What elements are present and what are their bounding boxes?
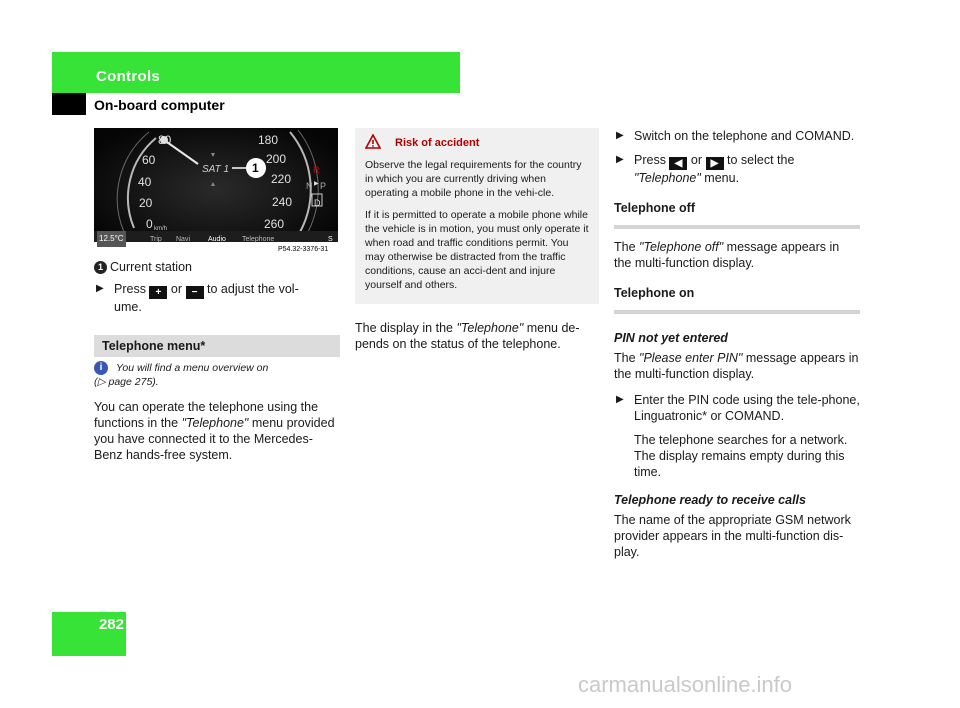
select-menu-instruction: ▶ Press ◀ or ▶ to select the "Telephone" menu.: [616, 153, 795, 185]
chapter-title: On-board computer: [94, 97, 225, 113]
bullet-arrow-icon: ▶: [96, 283, 104, 294]
instrument-cluster-figure: [94, 128, 338, 251]
pin-paragraph: The "Please enter PIN" message appears in the multi-function display.: [614, 351, 859, 381]
menu-trip: Trip: [150, 236, 162, 243]
speed-label: 20: [139, 196, 153, 210]
enter-pin-instruction: ▶ Enter the PIN code using the tele-phone, Linguatronic* or COMAND.: [616, 393, 860, 423]
speed-label: 80: [158, 133, 172, 147]
page-number-tab: [52, 612, 126, 656]
menu-audio: Audio: [208, 236, 226, 243]
telephone-on-heading: Telephone on: [614, 285, 860, 314]
callout-badge: 1: [94, 261, 107, 274]
pin-heading: PIN not yet entered: [614, 331, 728, 345]
speed-label: 260: [264, 217, 285, 231]
bullet-arrow-icon: ▶: [616, 154, 624, 165]
gear-p: P: [320, 181, 327, 191]
bullet-arrow-icon: ▶: [616, 394, 624, 405]
telephone-off-heading: Telephone off: [614, 200, 860, 229]
station-name: SAT 1: [202, 164, 230, 175]
speed-label: 180: [258, 133, 279, 147]
telephone-off-paragraph: The "Telephone off" message appears in the multi-function display.: [614, 240, 840, 270]
info-icon: i: [94, 361, 108, 375]
callout-text: Current station: [110, 260, 192, 274]
right-button-icon: ▶: [706, 157, 724, 170]
speed-label: 240: [272, 195, 293, 209]
left-button-icon: ◀: [669, 157, 687, 170]
gear-n: N: [306, 181, 313, 191]
volume-instruction: ▶ Press + or − to adjust the vol- ume.: [96, 282, 299, 314]
telephone-intro-paragraph: You can operate the telephone using the functions in the "Telephone" menu provided you have connected it to the Mercedes-Benz hands-free system.: [94, 400, 335, 462]
warning-paragraph: If it is permitted to operate a mobile phone while the vehicle is in motion, you must only operate it when road and traffic conditions permit. You may otherwise be distracted from the traffic conditions, cause an acci-dent and injure yourself and others.: [365, 209, 589, 291]
header-marker: [52, 93, 86, 115]
column-right: [614, 122, 860, 560]
callout-number: 1: [252, 161, 259, 175]
menu-telephone: Telephone: [242, 236, 275, 243]
column-middle: [355, 128, 599, 352]
speed-label: 220: [271, 172, 292, 186]
watermark: carmanualsonline.info: [578, 672, 793, 697]
warning-title: Risk of accident: [395, 136, 589, 150]
section-title: Controls: [96, 68, 161, 85]
warning-box: [355, 128, 599, 304]
warning-paragraph: Observe the legal requirements for the country in which you are currently driving when operating a mobile phone in the vehi-cle.: [365, 159, 582, 199]
network-search-note: The telephone searches for a network. The display remains empty during this time.: [634, 433, 848, 479]
speed-label: 60: [142, 153, 156, 167]
ready-paragraph: The name of the appropriate GSM network provider appears in the multi-function dis-play.: [614, 513, 851, 559]
column-left: [94, 128, 340, 463]
temperature-readout: 12.5°C: [97, 231, 126, 247]
speed-label: 200: [266, 152, 287, 166]
callout-legend: [94, 259, 340, 275]
menu-scroll-indicator: S: [328, 236, 333, 243]
bullet-arrow-icon: ▶: [616, 130, 624, 141]
gear-r: R: [313, 165, 320, 175]
telephone-menu-heading: Telephone menu*: [94, 335, 340, 357]
display-status-paragraph: The display in the "Telephone" menu de-pends on the status of the telephone.: [355, 321, 580, 351]
speed-unit: km/h: [154, 226, 168, 232]
warning-triangle-icon: [365, 134, 381, 150]
page-number: 282: [98, 616, 124, 633]
speed-label: 40: [138, 175, 152, 189]
gear-d: D: [314, 198, 321, 208]
gear-arrow-icon: ▶: [314, 181, 319, 187]
menu-navi: Navi: [176, 236, 191, 243]
info-note: i You will find a menu overview on (▷ page 275).: [94, 362, 269, 388]
speed-label: 0: [146, 217, 153, 231]
figure-reference: P54.32-3376-31: [278, 246, 329, 251]
plus-button-icon: +: [149, 286, 167, 299]
minus-button-icon: −: [186, 286, 204, 299]
switch-on-instruction: ▶ Switch on the telephone and COMAND.: [616, 129, 855, 143]
ready-heading: Telephone ready to receive calls: [614, 493, 806, 507]
